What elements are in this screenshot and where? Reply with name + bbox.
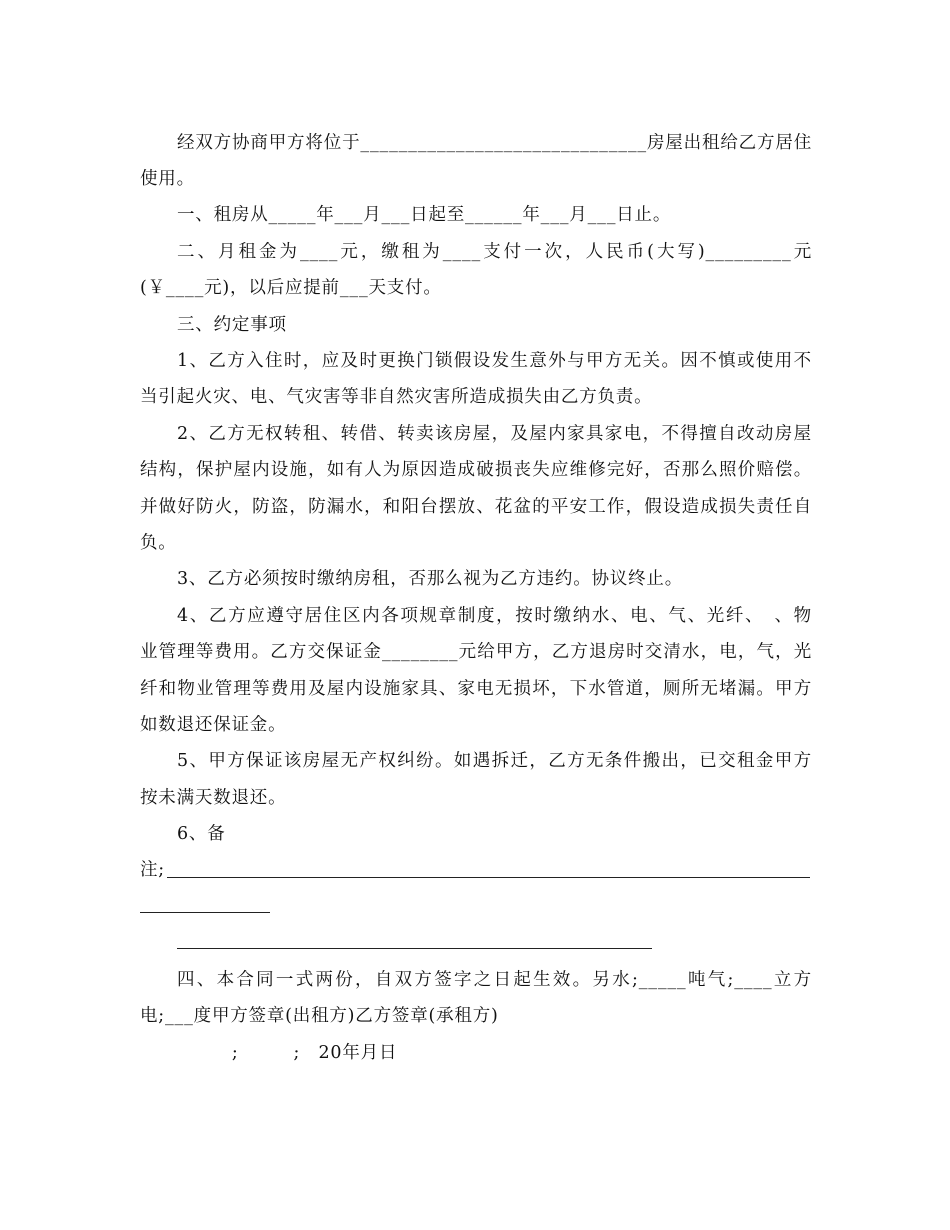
paragraph-8-line-1: 4、乙方应遵守居住区内各项规章制度，按时缴纳水、电、气、光纤、 、物 bbox=[177, 606, 812, 626]
paragraph-3-line-2: (￥____元)，以后应提前___天支付。 bbox=[140, 278, 442, 298]
paragraph-10-line-1: 6、备 bbox=[177, 824, 226, 844]
paragraph-9-line-1: 5、甲方保证该房屋无产权纠纷。如遇拆迁，乙方无条件搬出，已交租金甲方 bbox=[177, 751, 812, 771]
paragraph-5-line-1: 1、乙方入住时，应及时更换门锁假设发生意外与甲方无关。因不慎或使用不 bbox=[177, 351, 812, 371]
paragraph-11-line-2: 电;___度甲方签章(出租方)乙方签章(承租方) bbox=[140, 1006, 499, 1026]
remarks-blank-line-3 bbox=[177, 948, 652, 949]
paragraph-8-line-3: 纤和物业管理等费用及屋内设施家具、家电无损坏，下水管道，厕所无堵漏。甲方 bbox=[140, 679, 812, 699]
paragraph-1-line-2: 使用。 bbox=[140, 169, 195, 189]
paragraph-3-line-1: 二、月租金为____元，缴租为____支付一次，人民币(大写)_________元 bbox=[177, 242, 812, 262]
paragraph-5-line-2: 当引起火灾、电、气灾害等非自然灾害所造成损失由乙方负责。 bbox=[140, 387, 653, 407]
paragraph-6-line-1: 2、乙方无权转租、转借、转卖该房屋，及屋内家具家电，不得擅自改动房屋 bbox=[177, 424, 812, 444]
paragraph-11-line-1: 四、本合同一式两份，自双方签字之日起生效。另水;_____吨气;____立方 bbox=[177, 970, 812, 990]
paragraph-4-line-1: 三、约定事项 bbox=[177, 315, 287, 335]
remarks-label: 注; bbox=[140, 860, 165, 880]
paragraph-6-line-2: 结构，保护屋内设施，如有人为原因造成破损丧失应维修完好，否那么照价赔偿。 bbox=[140, 460, 812, 480]
paragraph-8-line-4: 如数退还保证金。 bbox=[140, 715, 287, 735]
paragraph-2-line-1: 一、租房从_____年___月___日起至______年___月___日止。 bbox=[177, 205, 672, 225]
paragraph-9-line-2: 按未满天数退还。 bbox=[140, 788, 287, 808]
paragraph-7-line-1: 3、乙方必须按时缴纳房租，否那么视为乙方违约。协议终止。 bbox=[177, 569, 684, 589]
paragraph-8-line-2: 业管理等费用。乙方交保证金________元给甲方，乙方退房时交清水，电，气，光 bbox=[140, 642, 812, 662]
remarks-blank-line-1 bbox=[167, 877, 810, 878]
paragraph-1-line-1: 经双方协商甲方将位于______________________________房屋出租给乙方居住 bbox=[177, 133, 812, 153]
paragraph-6-line-3: 并做好防火，防盗，防漏水，和阳台摆放、花盆的平安工作，假设造成损失责任自 bbox=[140, 497, 812, 517]
paragraph-6-line-4: 负。 bbox=[140, 533, 177, 553]
signature-date-line: ; ; 20年月日 bbox=[177, 1043, 398, 1063]
remarks-blank-line-2 bbox=[140, 912, 270, 913]
